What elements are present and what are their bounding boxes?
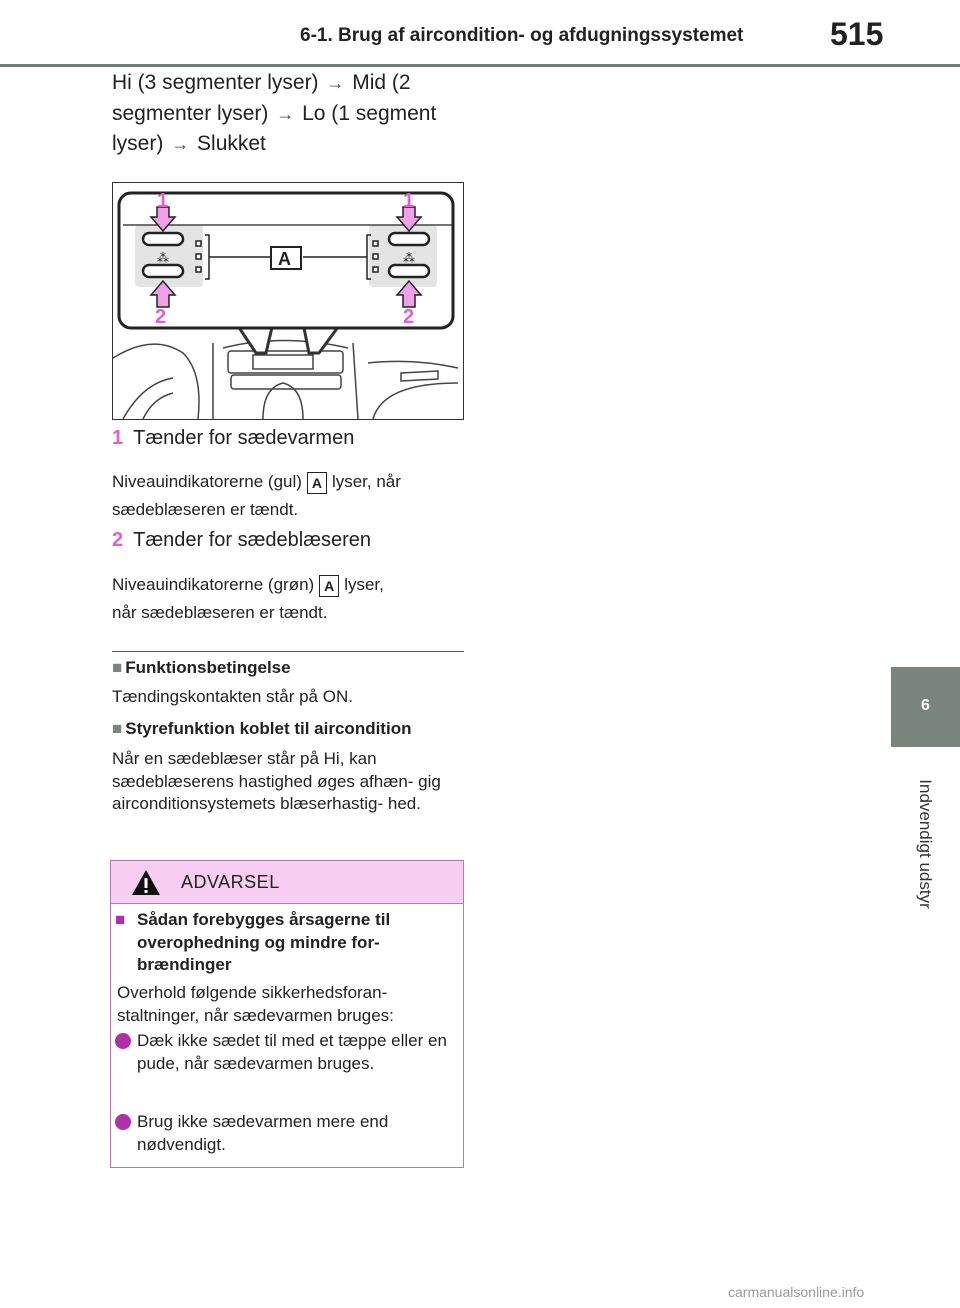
warning-bullet-text: Brug ikke sædevarmen mere end nødvendigt.: [137, 1112, 389, 1154]
level-sequence: [112, 68, 472, 160]
warning-bullet: [115, 1111, 455, 1156]
subheading-text: Funktionsbetingelse: [125, 658, 291, 677]
arrow-right-icon: →: [326, 73, 345, 93]
callout-1-left: 1: [157, 190, 169, 212]
section-title: 6-1. Brug af aircondition- og afdugningssystemet: [300, 25, 744, 46]
item-2-heading: [112, 529, 371, 552]
warning-box: [110, 860, 464, 1168]
indicator-box-a: A: [307, 472, 327, 494]
svg-text:⁂: ⁂: [157, 251, 169, 265]
item-2-title: Tænder for sædeblæseren: [133, 529, 372, 551]
square-bullet-icon: ■: [112, 719, 123, 738]
watermark: carmanualsonline.info: [728, 1284, 865, 1300]
level-off: Slukket: [197, 132, 266, 155]
ac-linked-control-text: Når en sædeblæser står på Hi, kan sædeblæserens hastighed øges afhæn- gig airconditionsystemets blæserhastig- hed.: [112, 749, 441, 813]
item-1-note-text-end: lyser, når: [331, 472, 401, 491]
item-2-note-text: Niveauindikatorerne (grøn): [112, 575, 315, 594]
item-2-note: [112, 571, 462, 626]
dashboard-drawing: [113, 183, 463, 419]
warning-triangle-icon: [131, 869, 161, 896]
square-bullet-icon: ■: [112, 658, 123, 677]
item-1-number: 1: [112, 427, 124, 449]
warning-header: [111, 861, 463, 904]
item-1-title: Tænder for sædevarmen: [133, 427, 355, 449]
warning-bullet-text: Dæk ikke sædet til med et tæppe eller en pude, når sædevarmen bruges.: [137, 1031, 447, 1073]
callout-2-right: 2: [403, 306, 415, 328]
item-2-number: 2: [112, 529, 124, 551]
subheading-ac-linked-control: [112, 719, 411, 739]
subheading-text: Styrefunktion koblet til aircondition: [125, 719, 412, 738]
chapter-tab[interactable]: [891, 667, 960, 747]
callout-1-right: 1: [403, 190, 415, 212]
item-2-note-text-end: lyser,: [344, 575, 384, 594]
seat-switch-illustration: [112, 182, 464, 420]
warning-paragraph: Overhold følgende sikkerhedsforan- staltninger, når sædevarmen bruges:: [117, 983, 394, 1025]
item-1-note-line2: sædeblæseren er tændt.: [112, 499, 299, 519]
arrow-right-icon: →: [171, 134, 190, 154]
divider: [112, 651, 464, 652]
indicator-label-a: A: [278, 249, 291, 269]
subheading-operating-condition: [112, 658, 291, 678]
item-1-note-text: Niveauindikatorerne (gul): [112, 472, 302, 491]
level-mid: Mid (2 segmenter lyser): [112, 71, 411, 125]
warning-title: ADVARSEL: [181, 872, 280, 892]
item-1-heading: [112, 427, 354, 450]
square-bullet-icon: ■: [115, 910, 126, 929]
svg-text:⁂: ⁂: [403, 251, 415, 265]
level-lo: Lo (1 segment lyser): [112, 101, 437, 155]
warning-subheading-text: Sådan forebygges årsagerne til overophedning og mindre for- brændinger: [137, 910, 391, 974]
page-number: 515: [830, 16, 884, 52]
level-hi: Hi (3 segmenter lyser): [112, 71, 319, 94]
operating-condition-text: Tændingskontakten står på ON.: [112, 687, 353, 706]
page-header: [0, 0, 960, 67]
item-1-note: [112, 468, 462, 523]
bullet-dot-icon: [115, 1114, 131, 1130]
indicator-box-a: A: [319, 575, 339, 597]
chapter-number: 6: [921, 697, 930, 714]
warning-bullet: [115, 1030, 455, 1075]
item-2-note-line2: når sædeblæseren er tændt.: [112, 602, 328, 622]
callout-2-left: 2: [155, 306, 167, 328]
arrow-right-icon: →: [276, 103, 295, 124]
chapter-label: Indvendigt udstyr: [916, 779, 935, 909]
warning-subheading: [115, 909, 455, 977]
bullet-dot-icon: [115, 1033, 131, 1049]
